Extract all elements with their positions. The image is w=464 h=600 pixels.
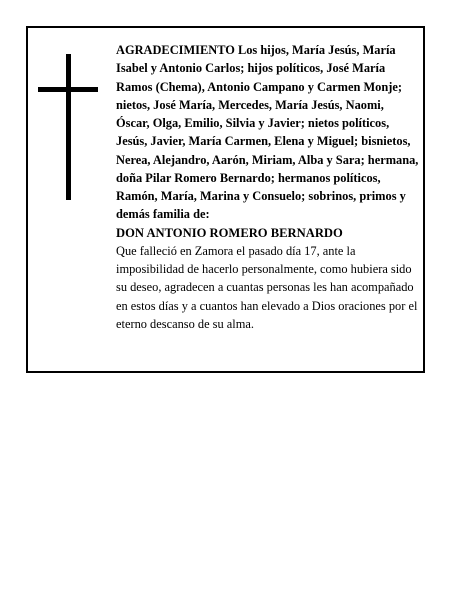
notice-text	[116, 41, 420, 333]
acknowledgement-paragraph: AGRADECIMIENTO Los hijos, María Jesús, María Isabel y Antonio Carlos; hijos políticos, José María Ramos (Chema), Antonio Campano y Carmen Monje; nietos, José María, Mercedes, María Jesús, Naomi, Óscar, Olga, Emilio, Silvia y Javier; nietos políticos, Jesús, Javier, María Carmen, Elena y Miguel; bisnietos, Nerea, Alejandro, Aarón, Miriam, Alba y Sara; hermana, doña Pilar Romero Bernardo; hermanos políticos, Ramón, María, Marina y Consuelo; sobrinos, primos y demás familia de:	[116, 43, 419, 222]
obituary-notice	[26, 26, 425, 373]
cross-horizontal-bar	[38, 87, 98, 92]
cross-vertical-bar	[66, 54, 71, 200]
thanks-message: Que falleció en Zamora el pasado día 17, ante la imposibilidad de hacerlo personalmente, como hubiera sido su deseo, agradecen a cuantas personas les han acompañado en estos días y a cuantos han elevado a Dios oraciones por el eterno descanso de su alma.	[116, 243, 418, 331]
deceased-name: DON ANTONIO ROMERO BERNARDO	[116, 225, 343, 240]
cross-icon	[38, 54, 98, 200]
